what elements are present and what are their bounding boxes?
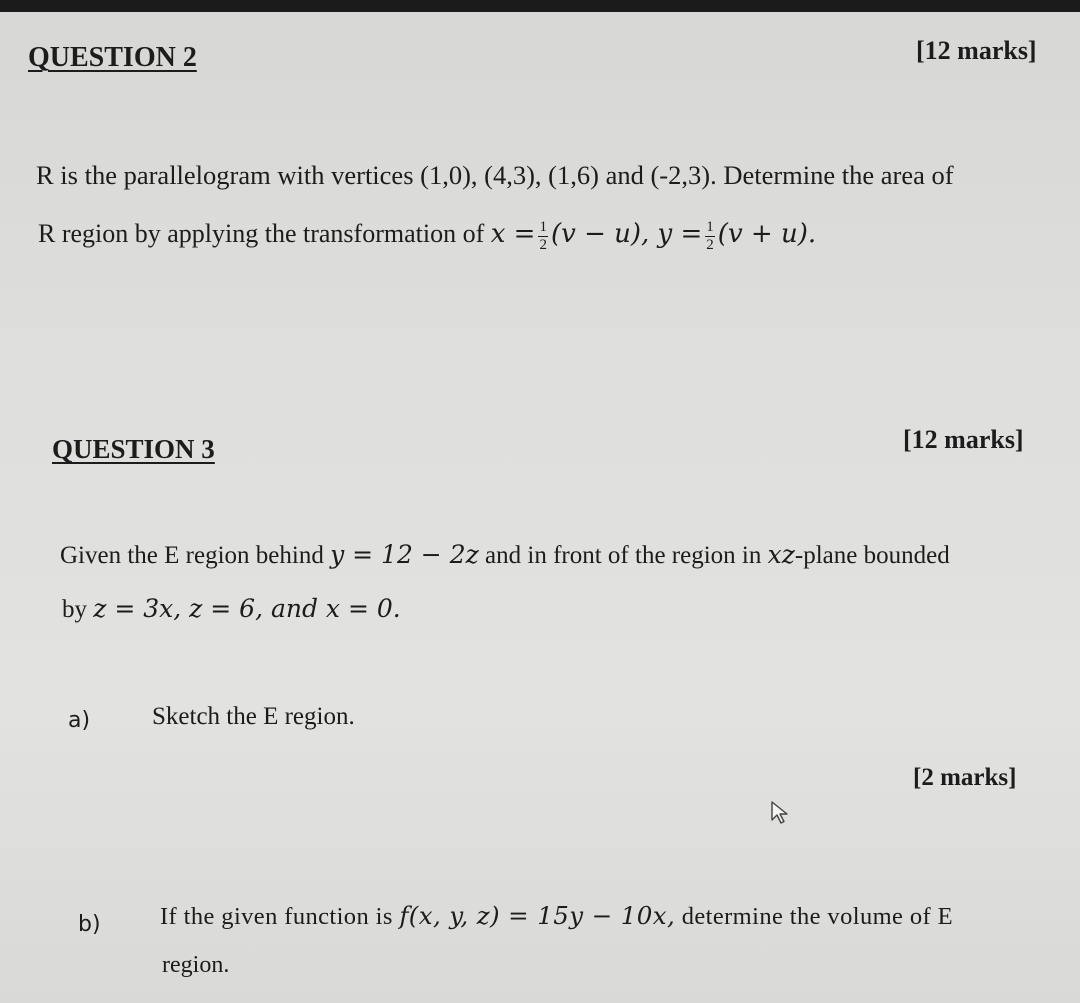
question-2-marks: [12 marks]: [916, 36, 1037, 65]
transform-y-rhs: (v + u).: [717, 219, 817, 249]
question-3-text-line-2: [62, 594, 401, 625]
question-2-heading: QUESTION 2: [28, 42, 197, 73]
mouse-pointer-icon: [770, 800, 790, 824]
part-a-label: a): [68, 708, 91, 733]
part-b-text-b: determine the volume of E: [681, 903, 953, 930]
part-a-marks: [2 marks]: [913, 764, 1017, 791]
part-b-label: b): [78, 912, 101, 937]
question-2-text-line-1: [36, 160, 954, 192]
screen-top-edge: [0, 0, 1080, 12]
transform-x-lhs: x =: [490, 219, 536, 249]
question-3-line-1c: -plane bounded: [794, 542, 950, 569]
question-3-line-1a: Given the E region behind: [60, 542, 324, 569]
question-2-text-line-2: [38, 218, 816, 253]
part-b-text-line-1: [160, 901, 953, 931]
question-3-marks: [12 marks]: [903, 425, 1024, 454]
question-2-line-2-prefix: R region by applying the transformation of: [38, 219, 485, 248]
part-b-text-a: If the given function is: [160, 903, 393, 930]
question-3-plane-equation: y = 12 − 2z: [330, 540, 479, 569]
part-a-text: Sketch the E region.: [152, 703, 355, 730]
part-b-function: f(x, y, z) = 15y − 10x,: [399, 901, 676, 930]
question-3-plane-name: xz: [767, 540, 795, 569]
transform-y-lhs: y =: [657, 219, 703, 249]
question-2-line-1: R is the parallelogram with vertices (1,0), (4,3), (1,6) and (-2,3). Determine the area of: [36, 160, 954, 190]
question-3-line-1b: and in front of the region in: [485, 542, 762, 569]
fraction-one-half-y: $\frac{1}{2}$: [706, 218, 714, 253]
question-3-text-line-1: [60, 540, 950, 571]
question-3-bounds: z = 3x, z = 6, and x = 0.: [93, 594, 401, 623]
fraction-one-half-x: $\frac{1}{2}$: [539, 218, 547, 253]
question-3-heading: QUESTION 3: [52, 434, 215, 464]
question-3-line-2a: by: [62, 596, 87, 623]
transform-x-rhs: (v − u),: [550, 219, 658, 249]
part-b-text-line-2: region.: [162, 952, 230, 978]
